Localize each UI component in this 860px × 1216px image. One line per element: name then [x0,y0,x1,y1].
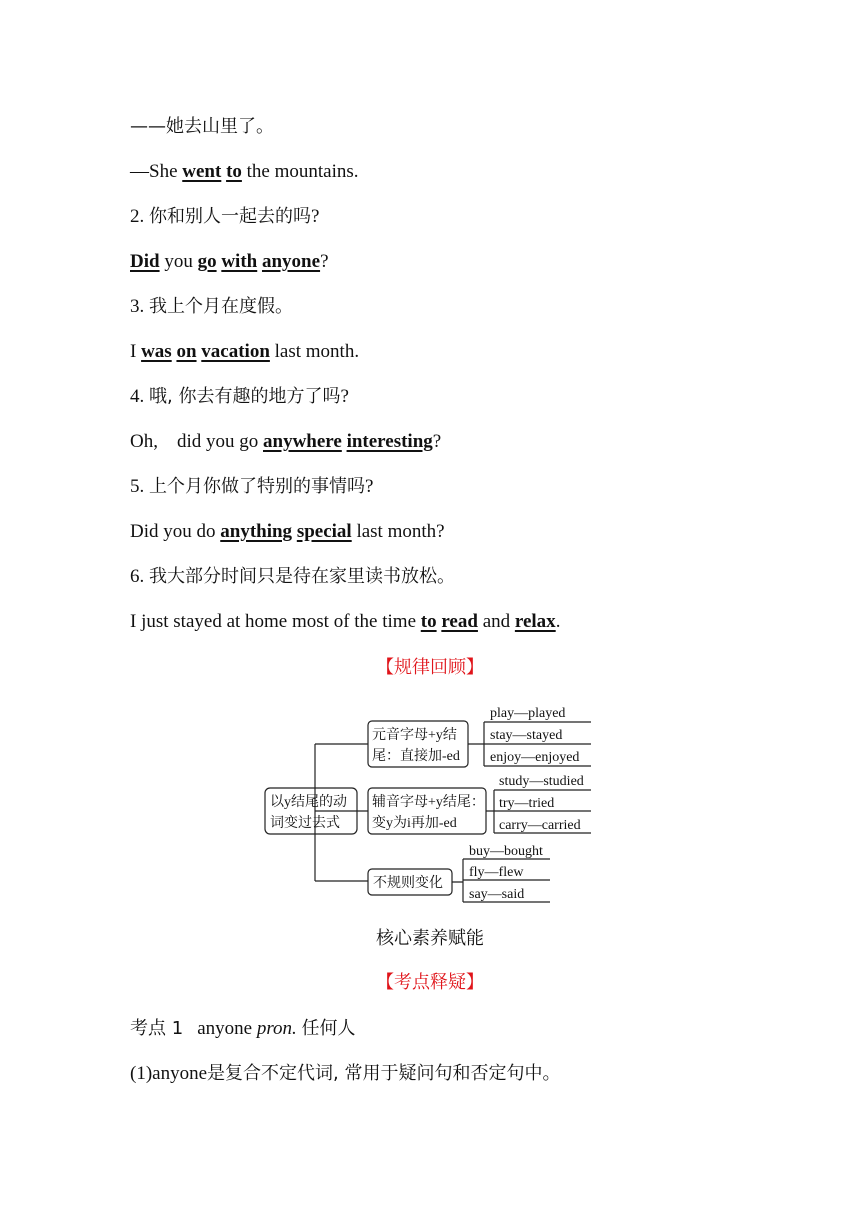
sentence-text: ? [340,386,349,407]
exercise-line-7 [130,429,441,455]
branch-consonant-label-1: 辅音字母+y结尾： [372,795,485,810]
answer-word: anyone [261,251,321,272]
point-1-line [130,1016,356,1042]
sentence-text: —She [130,161,183,182]
example-carry: carry—carried [499,818,581,833]
answer-word: to [226,161,242,182]
branch-vowel-label-2: 尾：直接加-ed [372,749,460,764]
example-say: say—said [469,887,525,902]
section-heading-review: 【规律回顾】 [376,657,484,678]
note-1-prefix: (1)anyone [130,1063,208,1084]
past-tense-mind-map [0,696,860,916]
exercise-line-4 [130,294,293,320]
exercise-line-2 [130,204,319,230]
sentence-text: and [477,611,515,632]
exercise-line-1 [130,159,359,185]
exercise-line-11 [130,609,560,635]
answer-word: with [221,251,258,272]
sentence-text: the mountains. [241,161,359,182]
exercise-line-9 [130,519,445,545]
answer-word: go [197,251,217,272]
example-fly: fly—flew [469,865,524,880]
example-buy: buy—bought [469,844,543,859]
core-literacy-title: 核心素养赋能 [376,928,484,949]
note-1-text: 是复合不定代词, 常用于疑问句和否定句中。 [207,1063,561,1084]
root-label-1: 以y结尾的动 [270,795,347,810]
sentence-text: 6. [130,566,149,587]
example-play: play—played [490,706,566,721]
answer-word: anything [220,521,293,542]
exercise-line-3 [130,249,329,275]
chinese-text: 你和别人一起去的吗 [149,206,311,227]
point-1-word: anyone [197,1018,253,1039]
exercise-line-8 [130,474,373,500]
answer-word: was [141,341,172,362]
answer-word: Did [130,251,160,272]
sentence-text: 3. [130,296,149,317]
point-1-meaning: 任何人 [301,1018,356,1039]
answer-word: anywhere [263,431,342,452]
chinese-text: 哦, 你去有趣的地方了吗 [149,386,341,407]
chinese-text: 我上个月在度假。 [149,296,293,317]
sentence-text: last month? [351,521,445,542]
branch-irregular-label: 不规则变化 [373,876,443,891]
sentence-text: I [130,341,142,362]
sentence-text: ? [365,476,374,497]
sentence-text: I just stayed at home most of the time [130,611,421,632]
root-label-2: 词变过去式 [270,816,340,831]
exercise-line-6 [130,384,349,410]
branch-consonant-label-2: 变y为i再加-ed [372,816,457,831]
answer-word: read [441,611,478,632]
sentence-text: you [159,251,198,272]
sentence-text: 2. [130,206,149,227]
section-heading-points: 【考点释疑】 [376,972,484,993]
example-study: study—studied [499,774,584,789]
exercise-line-0 [130,114,274,140]
sentence-text: ? [320,251,329,272]
answer-word: went [182,161,222,182]
sentence-text: Oh, did you go [130,431,263,452]
example-stay: stay—stayed [490,728,563,743]
answer-word: interesting [346,431,433,452]
example-try: try—tried [499,796,555,811]
answer-word: on [176,341,197,362]
branch-vowel-label-1: 元音字母+y结 [372,728,457,743]
sentence-text: 4. [130,386,149,407]
sentence-text: ? [432,431,442,452]
chinese-text: 我大部分时间只是待在家里读书放松。 [149,566,455,587]
answer-word: relax [514,611,556,632]
note-1-line [130,1061,560,1087]
answer-word: special [296,521,352,542]
point-1-prefix: 考点 1 [130,1018,184,1039]
answer-word: vacation [201,341,270,362]
sentence-text: last month. [269,341,360,362]
exercise-line-5 [130,339,359,365]
sentence-text: Did you do [130,521,221,542]
example-enjoy: enjoy—enjoyed [490,750,580,765]
sentence-text: 5. [130,476,149,497]
sentence-text: . [555,611,561,632]
chinese-text: 上个月你做了特别的事情吗 [149,476,365,497]
sentence-text: ? [311,206,320,227]
point-1-pos: pron. [256,1018,297,1039]
chinese-text: ——她去山里了。 [130,116,274,137]
exercise-line-10 [130,564,455,590]
answer-word: to [420,611,437,632]
